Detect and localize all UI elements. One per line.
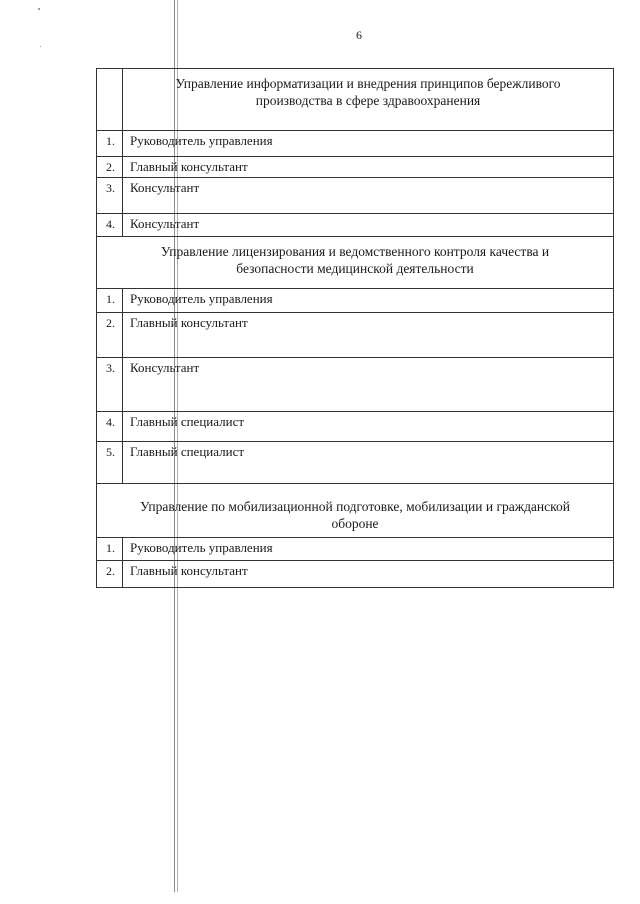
table-row — [97, 538, 613, 561]
position-title: Руководитель управления — [130, 291, 273, 306]
table-row — [97, 561, 613, 587]
position-title: Главный консультант — [130, 315, 248, 330]
row-number: 3. — [97, 178, 123, 213]
row-number: 4. — [97, 214, 123, 236]
section-header-row — [97, 69, 613, 131]
row-number: 2. — [97, 157, 123, 177]
position-title: Главный консультант — [130, 159, 248, 174]
positions-table — [96, 68, 614, 588]
row-number: 1. — [97, 131, 123, 156]
position-title: Руководитель управления — [130, 540, 273, 555]
section-header-row — [97, 484, 613, 538]
position-title: Главный специалист — [130, 414, 245, 429]
scan-artifact-dot — [38, 8, 40, 10]
section-title-line: Управление информатизации и внедрения принципов бережливого — [175, 76, 561, 91]
position-title: Руководитель управления — [130, 133, 273, 148]
table-row — [97, 214, 613, 237]
row-number: 4. — [97, 412, 123, 441]
section-title — [123, 69, 613, 130]
section-title-line: Управление по мобилизационной подготовке, мобилизации и гражданской — [140, 499, 570, 514]
section-title-line: производства в сфере здравоохранения — [255, 93, 481, 108]
row-number: 2. — [97, 313, 123, 357]
table-row — [97, 412, 613, 442]
table-row — [97, 178, 613, 214]
position-title: Главный консультант — [130, 563, 248, 578]
position-title: Консультант — [130, 216, 200, 231]
position-title: Консультант — [130, 180, 200, 195]
section-title-line: Управление лицензирования и ведомственного контроля качества и — [160, 244, 550, 259]
position-title: Консультант — [130, 360, 200, 375]
table-row — [97, 358, 613, 412]
page-number: 6 — [356, 28, 362, 42]
section-title-line: обороне — [331, 516, 379, 531]
table-row — [97, 157, 613, 178]
empty-num-cell — [97, 69, 123, 130]
scan-artifact-dot — [40, 46, 41, 47]
position-title: Главный специалист — [130, 444, 245, 459]
section-title — [97, 237, 613, 288]
table-row — [97, 131, 613, 157]
row-number: 1. — [97, 538, 123, 560]
table-row — [97, 442, 613, 484]
table-row — [97, 289, 613, 313]
section-header-row — [97, 237, 613, 289]
section-title — [97, 484, 613, 537]
table-row — [97, 313, 613, 358]
row-number: 3. — [97, 358, 123, 411]
row-number: 2. — [97, 561, 123, 587]
row-number: 5. — [97, 442, 123, 483]
section-title-line: безопасности медицинской деятельности — [236, 261, 474, 276]
row-number: 1. — [97, 289, 123, 312]
